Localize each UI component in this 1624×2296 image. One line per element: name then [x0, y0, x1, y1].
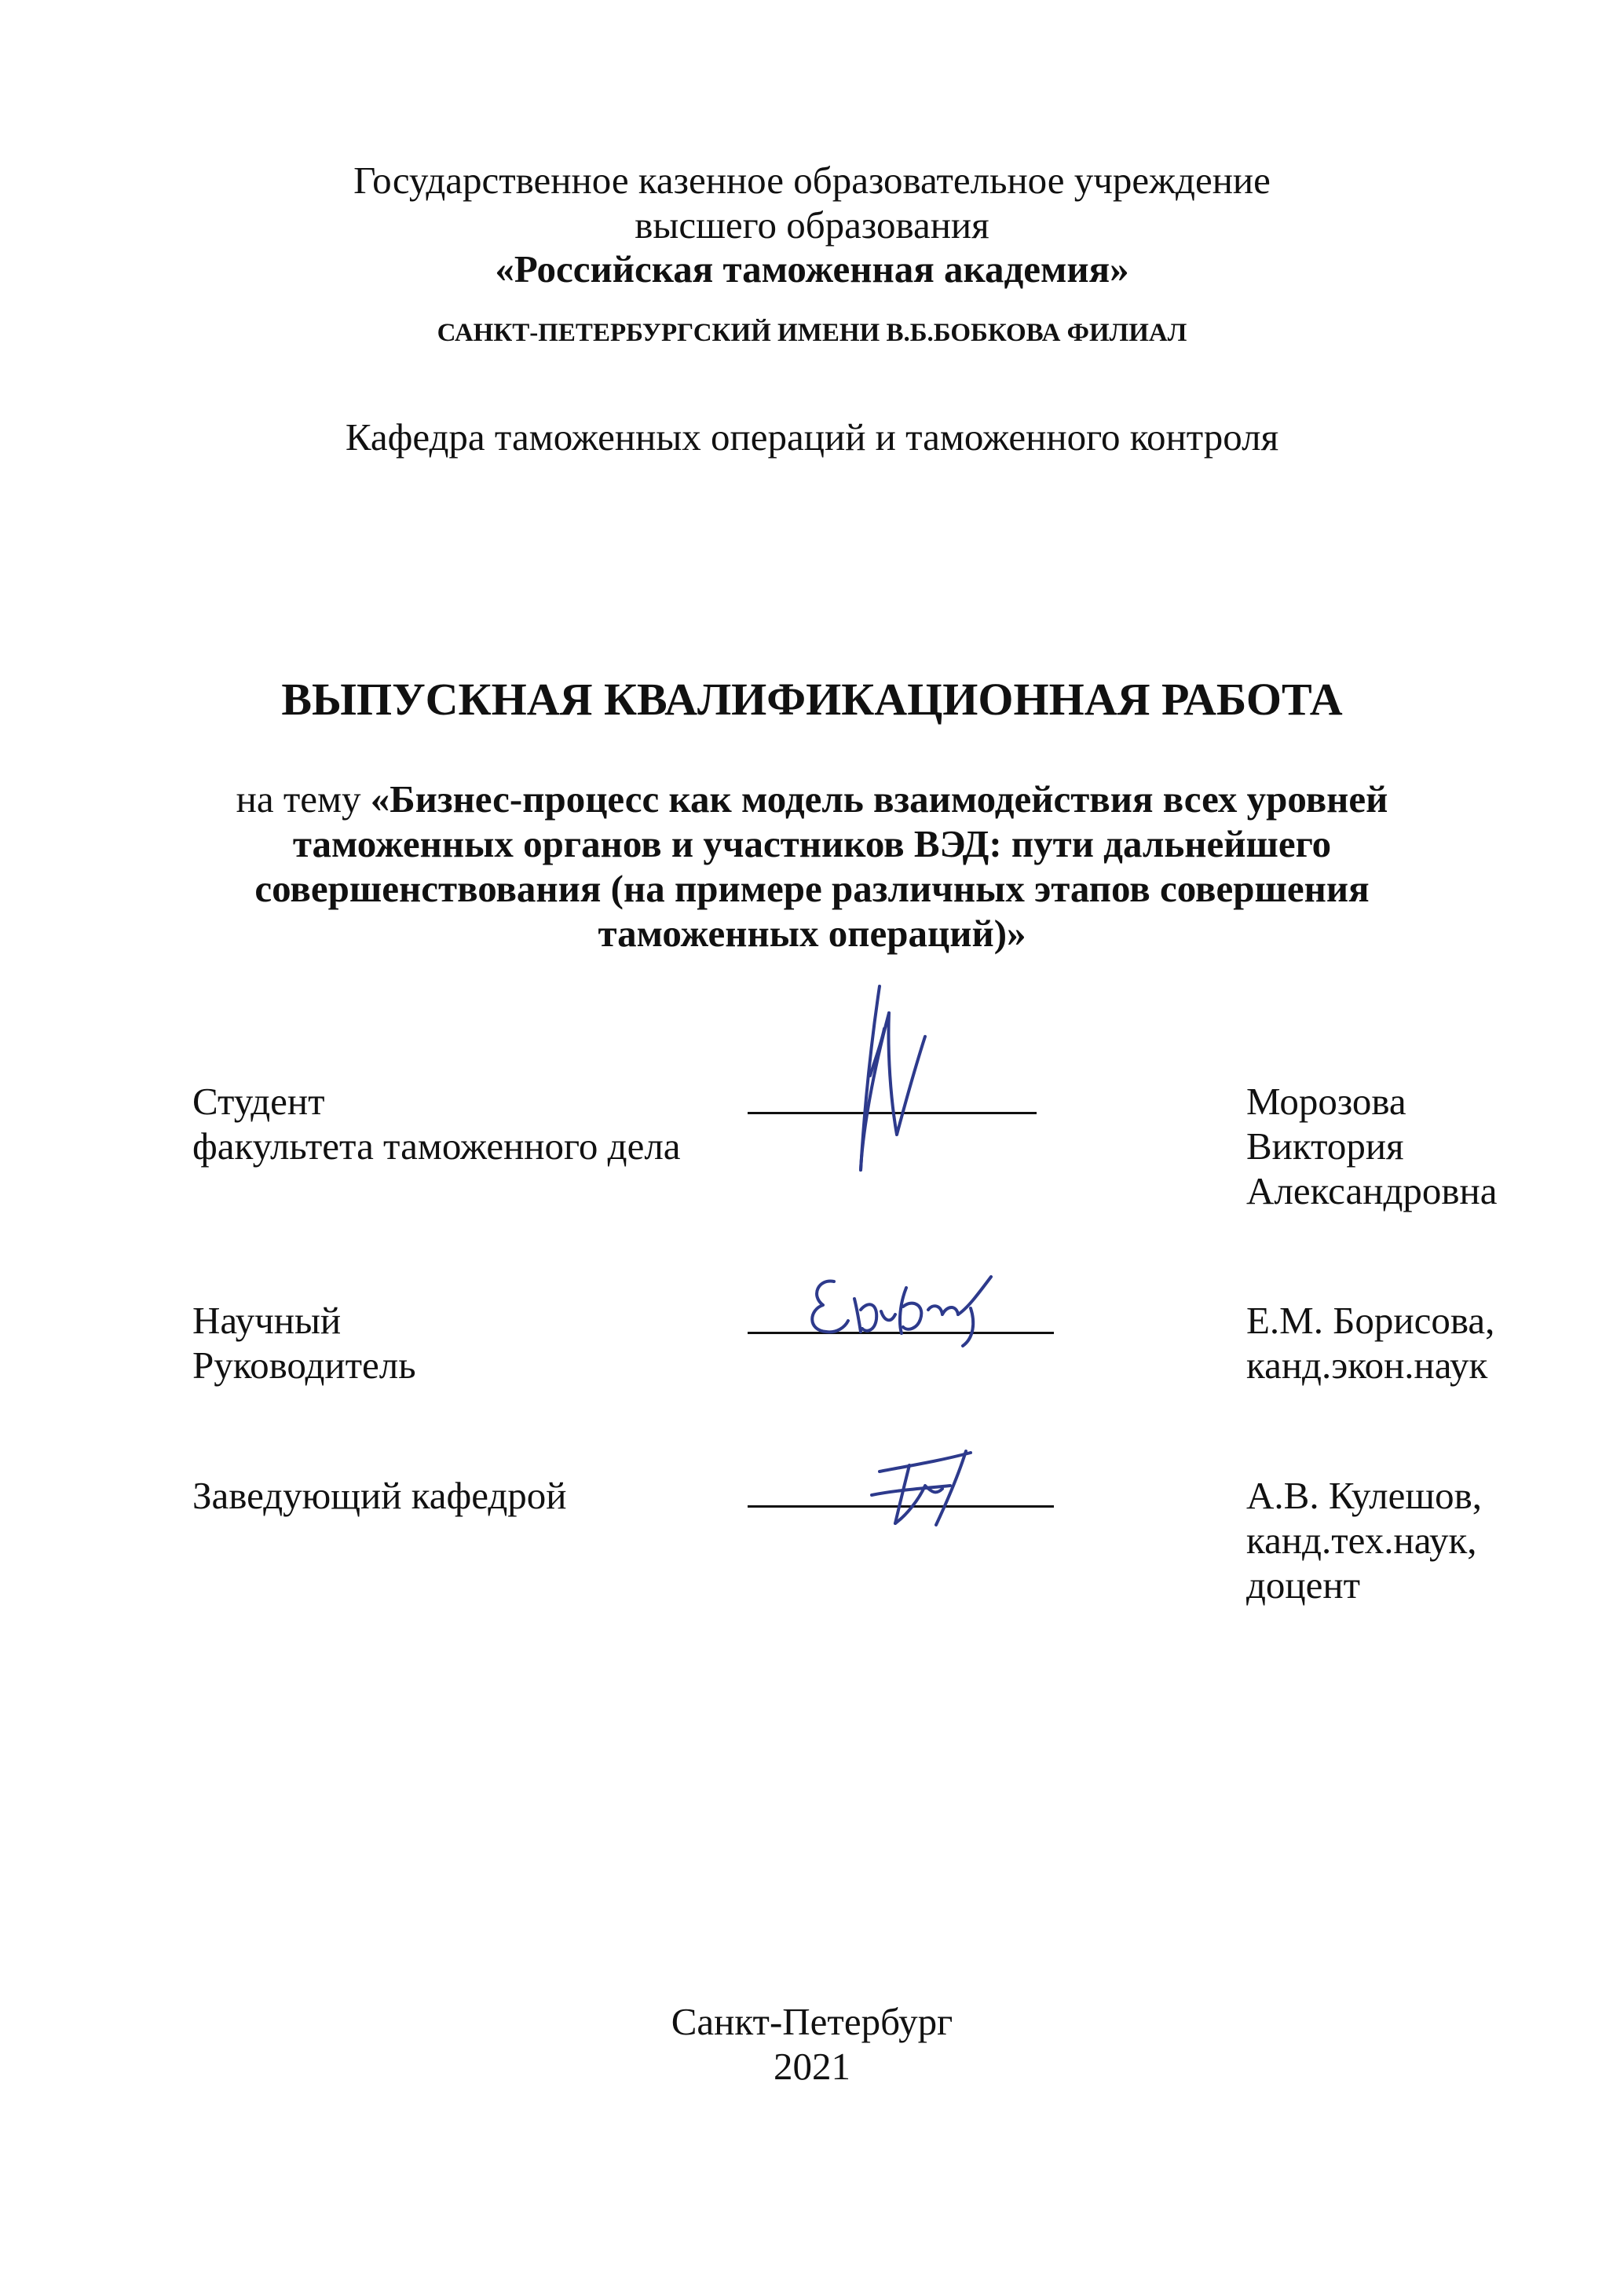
footer-year: 2021 [774, 2045, 850, 2088]
topic-text-1: «Бизнес-процесс как модель взаимодействия всех уровней [370, 777, 1388, 821]
header-branch-name: САНКТ-ПЕТЕРБУРГСКИЙ ИМЕНИ В.Б.БОБКОВА ФИЛИАЛ [437, 319, 1187, 347]
header-education-level: высшего образования [635, 203, 989, 247]
topic-line-3: совершенствования (на примере различных этапов совершения [254, 867, 1370, 910]
student-role-line-1: Студент [192, 1080, 325, 1123]
work-type-title: ВЫПУСКНАЯ КВАЛИФИКАЦИОННАЯ РАБОТА [281, 674, 1343, 725]
head-signature-image [864, 1445, 989, 1531]
supervisor-signature-image [803, 1264, 1015, 1351]
supervisor-role-line-1: Научный [192, 1299, 342, 1342]
supervisor-name-line-1: Е.М. Борисова, [1246, 1299, 1495, 1342]
student-name-line-2: Виктория [1246, 1124, 1404, 1168]
header-academy-name: «Российская таможенная академия» [495, 247, 1129, 291]
head-name-line-2: канд.тех.наук, [1246, 1519, 1477, 1562]
topic-line-2: таможенных органов и участников ВЭД: пути дальнейшего [292, 822, 1332, 865]
topic-line-1 [0, 777, 1624, 821]
footer-city: Санкт-Петербург [671, 2000, 953, 2043]
student-role-line-2: факультета таможенного дела [192, 1124, 681, 1168]
head-role-line-1: Заведующий кафедрой [192, 1474, 567, 1517]
student-name-line-1: Морозова [1246, 1080, 1406, 1123]
head-name-line-1: А.В. Кулешов, [1246, 1474, 1482, 1517]
supervisor-name-line-2: канд.экон.наук [1246, 1344, 1488, 1387]
supervisor-role-line-2: Руководитель [192, 1344, 416, 1387]
topic-prefix: на тему [236, 777, 361, 821]
header-institution-line: Государственное казенное образовательное учреждение [353, 159, 1271, 202]
department-name: Кафедра таможенных операций и таможенного контроля [345, 415, 1279, 459]
topic-line-4: таможенных операций)» [598, 912, 1026, 955]
student-name-line-3: Александровна [1246, 1169, 1498, 1212]
head-name-line-3: доцент [1246, 1563, 1361, 1607]
student-signature-image [825, 982, 935, 1186]
